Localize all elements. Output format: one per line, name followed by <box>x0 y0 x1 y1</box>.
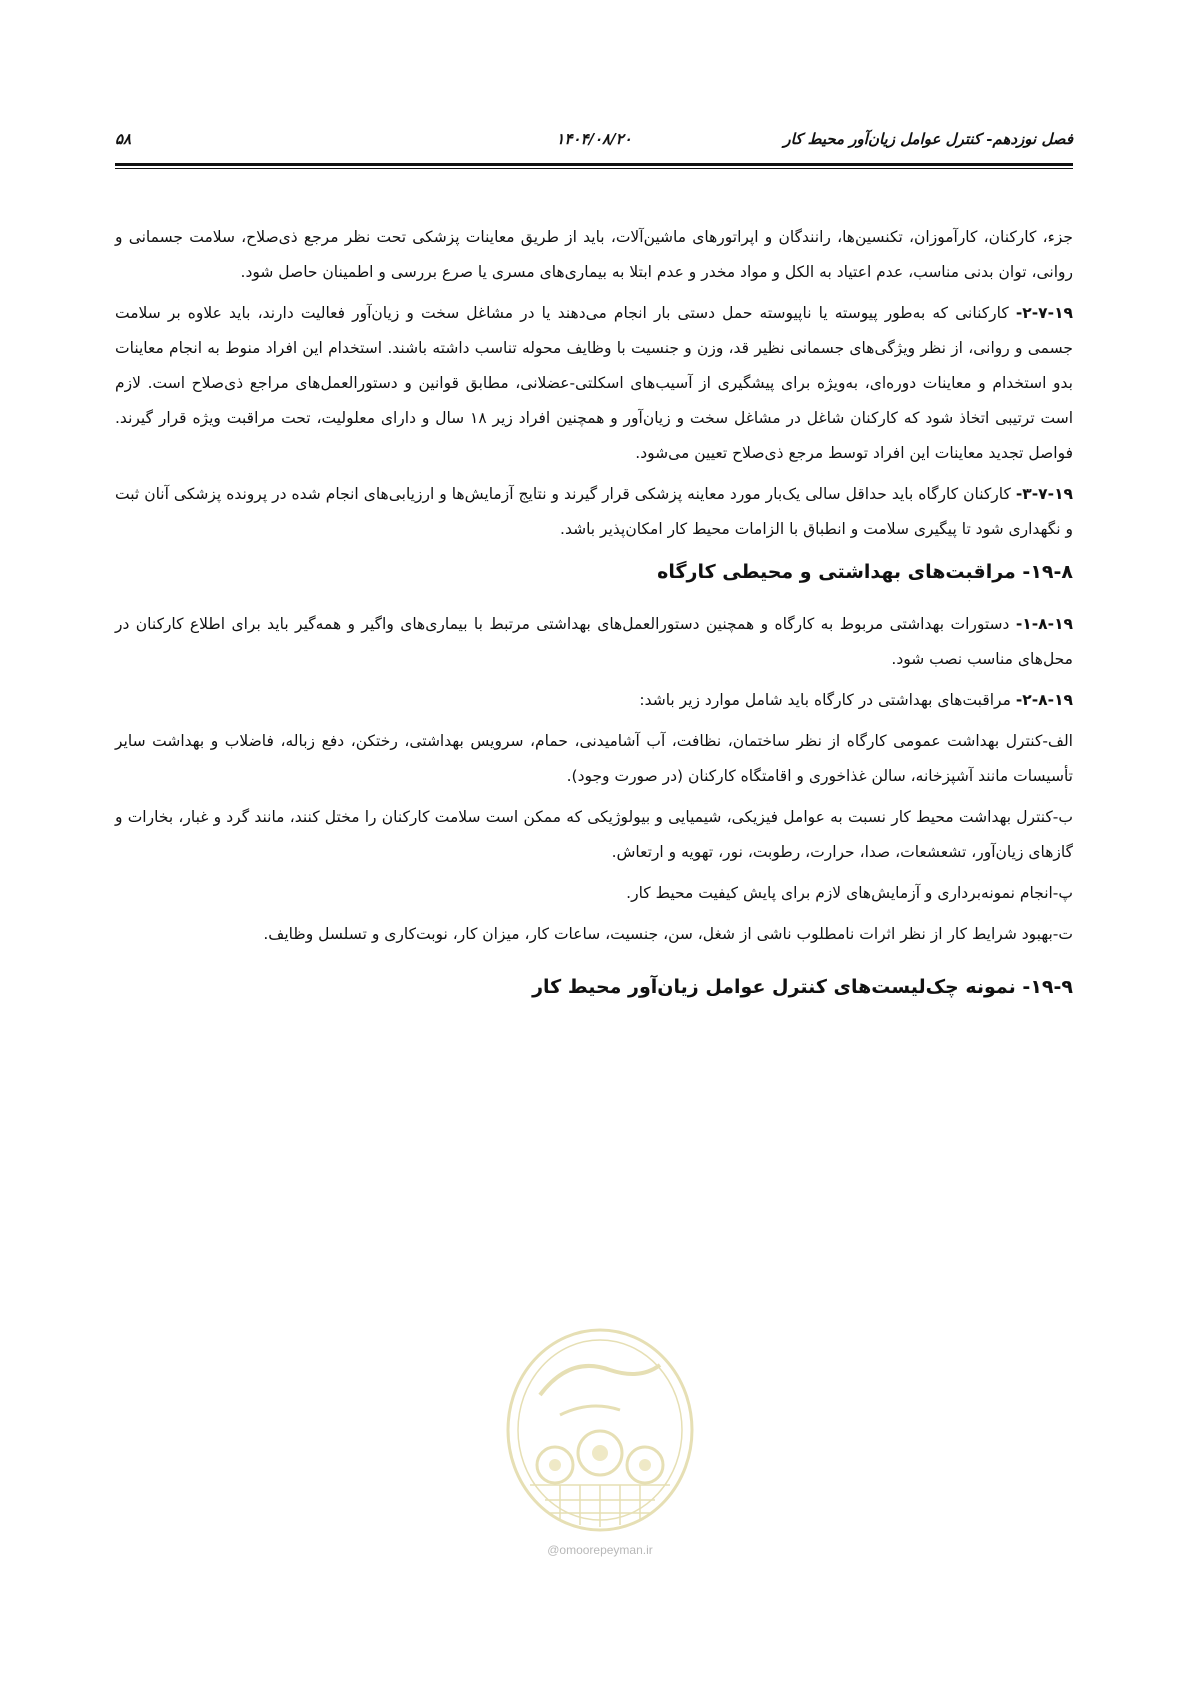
watermark-site: @omoorepeyman.ir <box>547 1543 653 1557</box>
paragraph-text: جزء، کارکنان، کارآموزان، تکنسین‌ها، رانندگان و اپراتورهای ماشین‌آلات، باید از طریق معاینات پزشکی تحت نظر مرجع ذی‌صلاح، سلامت جسمانی و روانی، توان بدنی مناسب، عدم اعتیاد به الکل و مواد مخدر و عدم ابتلا به بیماری‌های مسری یا صرع بررسی و اطمینان حاصل شود. <box>115 228 1073 281</box>
paragraph-text: کارکنانی که به‌طور پیوسته یا ناپیوسته حمل دستی بار انجام می‌دهند یا در مشاغل سخت و زیان‌آور فعالیت دارند، باید علاوه بر سلامت جسمی و روانی، از نظر ویژگی‌های جسمانی نظیر قد، وزن و جنسیت با وظایف محوله تناسب داشته باشند. استخدام این افراد منوط به انجام معاینات بدو استخدام و معاینات دوره‌ای، به‌ویژه برای پیشگیری از آسیب‌های اسکلتی-عضلانی، مطابق قوانین و دستورالعمل‌های مراجع ذی‌صلاح است. لازم است ترتیبی اتخاذ شود که کارکنان شاغل در مشاغل سخت و زیان‌آور و همچنین افراد زیر ۱۸ سال و دارای معلولیت، تحت مراقبت ویژه قرار گیرند. فواصل تجدید معاینات این افراد توسط مرجع ذی‌صلاح تعیین می‌شود. <box>115 304 1073 462</box>
clause-number: ۳-۷-۱۹- <box>1015 485 1073 503</box>
paragraph-text: مراقبت‌های بهداشتی در کارگاه باید شامل موارد زیر باشد: <box>639 691 1016 709</box>
clause-number: ۲-۷-۱۹- <box>1015 304 1073 322</box>
list-item-alef: الف-کنترل بهداشت عمومی کارگاه از نظر ساختمان، نظافت، آب آشامیدنی، حمام، سرویس بهداشتی، رختکن، دفع زباله، فاضلاب و بهداشت سایر تأسیسات مانند آشپزخانه، سالن غذاخوری و اقامتگاه کارکنان (در صورت وجود). <box>115 732 1073 785</box>
omoor-e-peyman-seal-icon <box>500 1325 700 1535</box>
page-header <box>115 130 1073 152</box>
paragraph-19-7-2 <box>115 296 1073 471</box>
page-number: ۵۸ <box>115 130 132 148</box>
list-item-te: ت-بهبود شرایط کار از نظر اثرات نامطلوب ناشی از شغل، سن، جنسیت، ساعات کار، میزان کار، نوبت‌کاری و تسلسل وظایف. <box>263 925 1073 943</box>
paragraph-text: دستورات بهداشتی مربوط به کارگاه و همچنین دستورالعمل‌های بهداشتی مرتبط با بیماری‌های واگیر و همه‌گیر باید برای اطلاع کارکنان در محل‌های مناسب نصب شود. <box>115 615 1073 668</box>
page-body <box>115 220 1073 1022</box>
header-date: ۱۴۰۴/۰۸/۲۰ <box>556 130 632 148</box>
watermark <box>500 1325 700 1565</box>
chapter-title: فصل نوزدهم- کنترل عوامل زیان‌آور محیط کار <box>783 130 1073 148</box>
paragraph-continued <box>115 220 1073 290</box>
paragraph-19-8-1 <box>115 607 1073 677</box>
paragraph-text: کارکنان کارگاه باید حداقل سالی یک‌بار مورد معاینه پزشکی قرار گیرند و نتایج آزمایش‌ها و ارزیابی‌های انجام شده در پرونده پزشکی آنان ثبت و نگهداری شود تا پیگیری سلامت و انطباق با الزامات محیط کار امکان‌پذیر باشد. <box>115 485 1073 538</box>
header-rule-thin <box>115 168 1073 169</box>
list-item-pe: پ-انجام نمونه‌برداری و آزمایش‌های لازم برای پایش کیفیت محیط کار. <box>626 884 1073 902</box>
paragraph-19-7-3 <box>115 477 1073 547</box>
section-heading-19-9: ۱۹-۹- نمونه چک‌لیست‌های کنترل عوامل زیان‌آور محیط کار <box>532 976 1073 998</box>
clause-number: ۱-۸-۱۹- <box>1015 615 1073 633</box>
paragraph-19-8-2 <box>115 683 1073 718</box>
list-item-be: ب-کنترل بهداشت محیط کار نسبت به عوامل فیزیکی، شیمیایی و بیولوژیکی که ممکن است سلامت کارکنان را مختل کنند، مانند گرد و غبار، بخارات و گازهای زیان‌آور، تشعشعات، صدا، حرارت، رطوبت، نور، تهویه و ارتعاش. <box>115 808 1073 861</box>
section-heading-19-8: ۱۹-۸- مراقبت‌های بهداشتی و محیطی کارگاه <box>657 561 1073 583</box>
header-rule-thick <box>115 163 1073 166</box>
clause-number: ۲-۸-۱۹- <box>1015 691 1073 709</box>
